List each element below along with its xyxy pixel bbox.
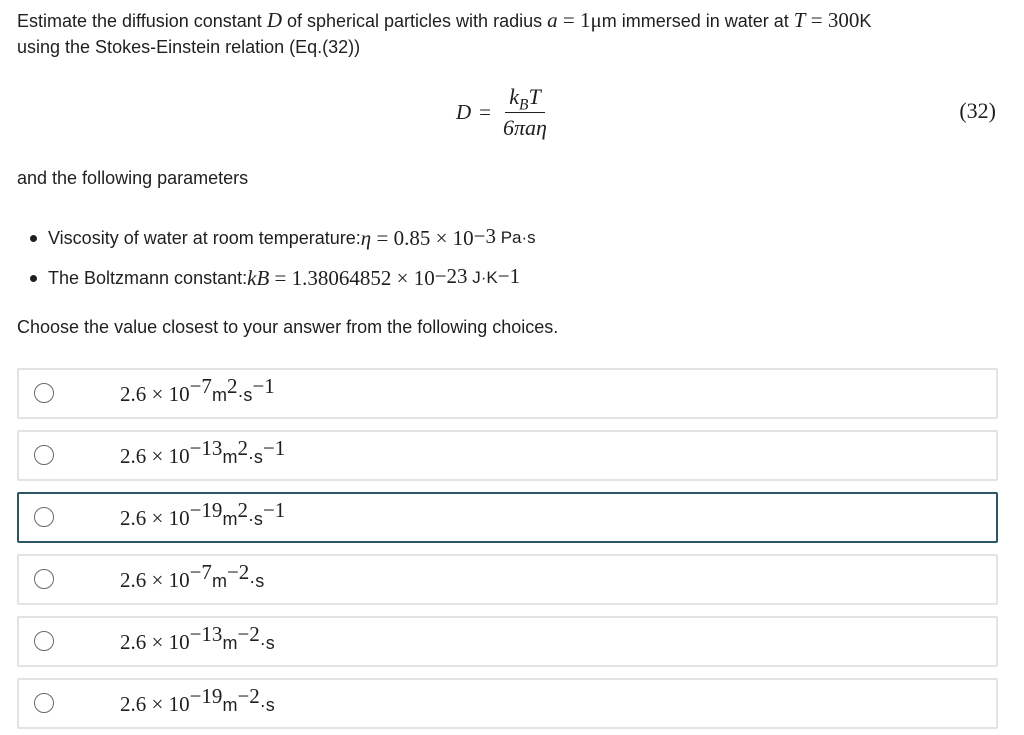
choice-option-3[interactable] <box>17 492 998 543</box>
choice-label: $2.6 \times 10^{-19}m^2\cdot s^{-1}$ <box>120 497 286 530</box>
question-text: Estimate the diffusion constant D of spherical particles with radius a = 1μm immersed in water at T = 300K using the Stokes-Einstein relation (Eq.(32)) <box>17 8 872 57</box>
params-intro: and the following parameters <box>17 168 249 188</box>
param-viscosity: Viscosity of water at room temperature: η = 0.85 × 10 $^{-3}$ Pa·s <box>30 218 536 258</box>
radio-button[interactable] <box>34 569 54 589</box>
choice-option-1[interactable] <box>17 368 998 419</box>
radio-button[interactable] <box>34 507 54 527</box>
choice-option-6[interactable] <box>17 678 998 729</box>
equation-body: D = $\frac{k_BT}{\text{6πaη}}$ <box>456 84 551 141</box>
radio-button[interactable] <box>34 631 54 651</box>
choice-label: $2.6 \times 10^{-7}m^{-2}\cdot s$ <box>120 559 265 592</box>
equation-denominator: 6πaη <box>503 115 547 140</box>
bullet-icon <box>30 275 37 282</box>
radio-button[interactable] <box>34 383 54 403</box>
stokes-einstein-equation <box>0 80 1024 150</box>
equation-number: (32) <box>959 98 996 123</box>
choice-label: $2.6 \times 10^{-7}m^2\cdot s^{-1}$ <box>120 373 275 406</box>
radio-button[interactable] <box>34 445 54 465</box>
choice-option-4[interactable] <box>17 554 998 605</box>
temperature-value: 300 <box>827 8 860 32</box>
choice-label: $2.6 \times 10^{-13}m^{-2}\cdot s$ <box>120 621 275 654</box>
equation-numerator: $k_BT$ <box>505 84 544 113</box>
choice-option-5[interactable] <box>17 616 998 667</box>
answer-choices <box>17 368 998 735</box>
param-boltzmann: The Boltzmann constant: k B = 1.38064852 × 10 $^{-23}$ J·K $^{-1}$ <box>30 258 536 298</box>
var-t: T <box>793 8 806 32</box>
choice-label: $2.6 \times 10^{-13}m^2\cdot s^{-1}$ <box>120 435 286 468</box>
equation-lhs: D <box>456 100 472 124</box>
instruction-text: Choose the value closest to your answer from the following choices. <box>17 317 559 337</box>
radio-button[interactable] <box>34 693 54 713</box>
choice-label: $2.6 \times 10^{-19}m^{-2}\cdot s$ <box>120 683 275 716</box>
choice-option-2[interactable] <box>17 430 998 481</box>
var-d: D <box>266 8 282 32</box>
parameter-list <box>30 218 536 298</box>
var-a: a <box>547 8 558 32</box>
radius-value: 1μ <box>579 8 602 32</box>
bullet-icon <box>30 235 37 242</box>
equation-fraction <box>499 84 551 141</box>
question-suffix: using the Stokes-Einstein relation (Eq.(32)) <box>17 37 361 57</box>
